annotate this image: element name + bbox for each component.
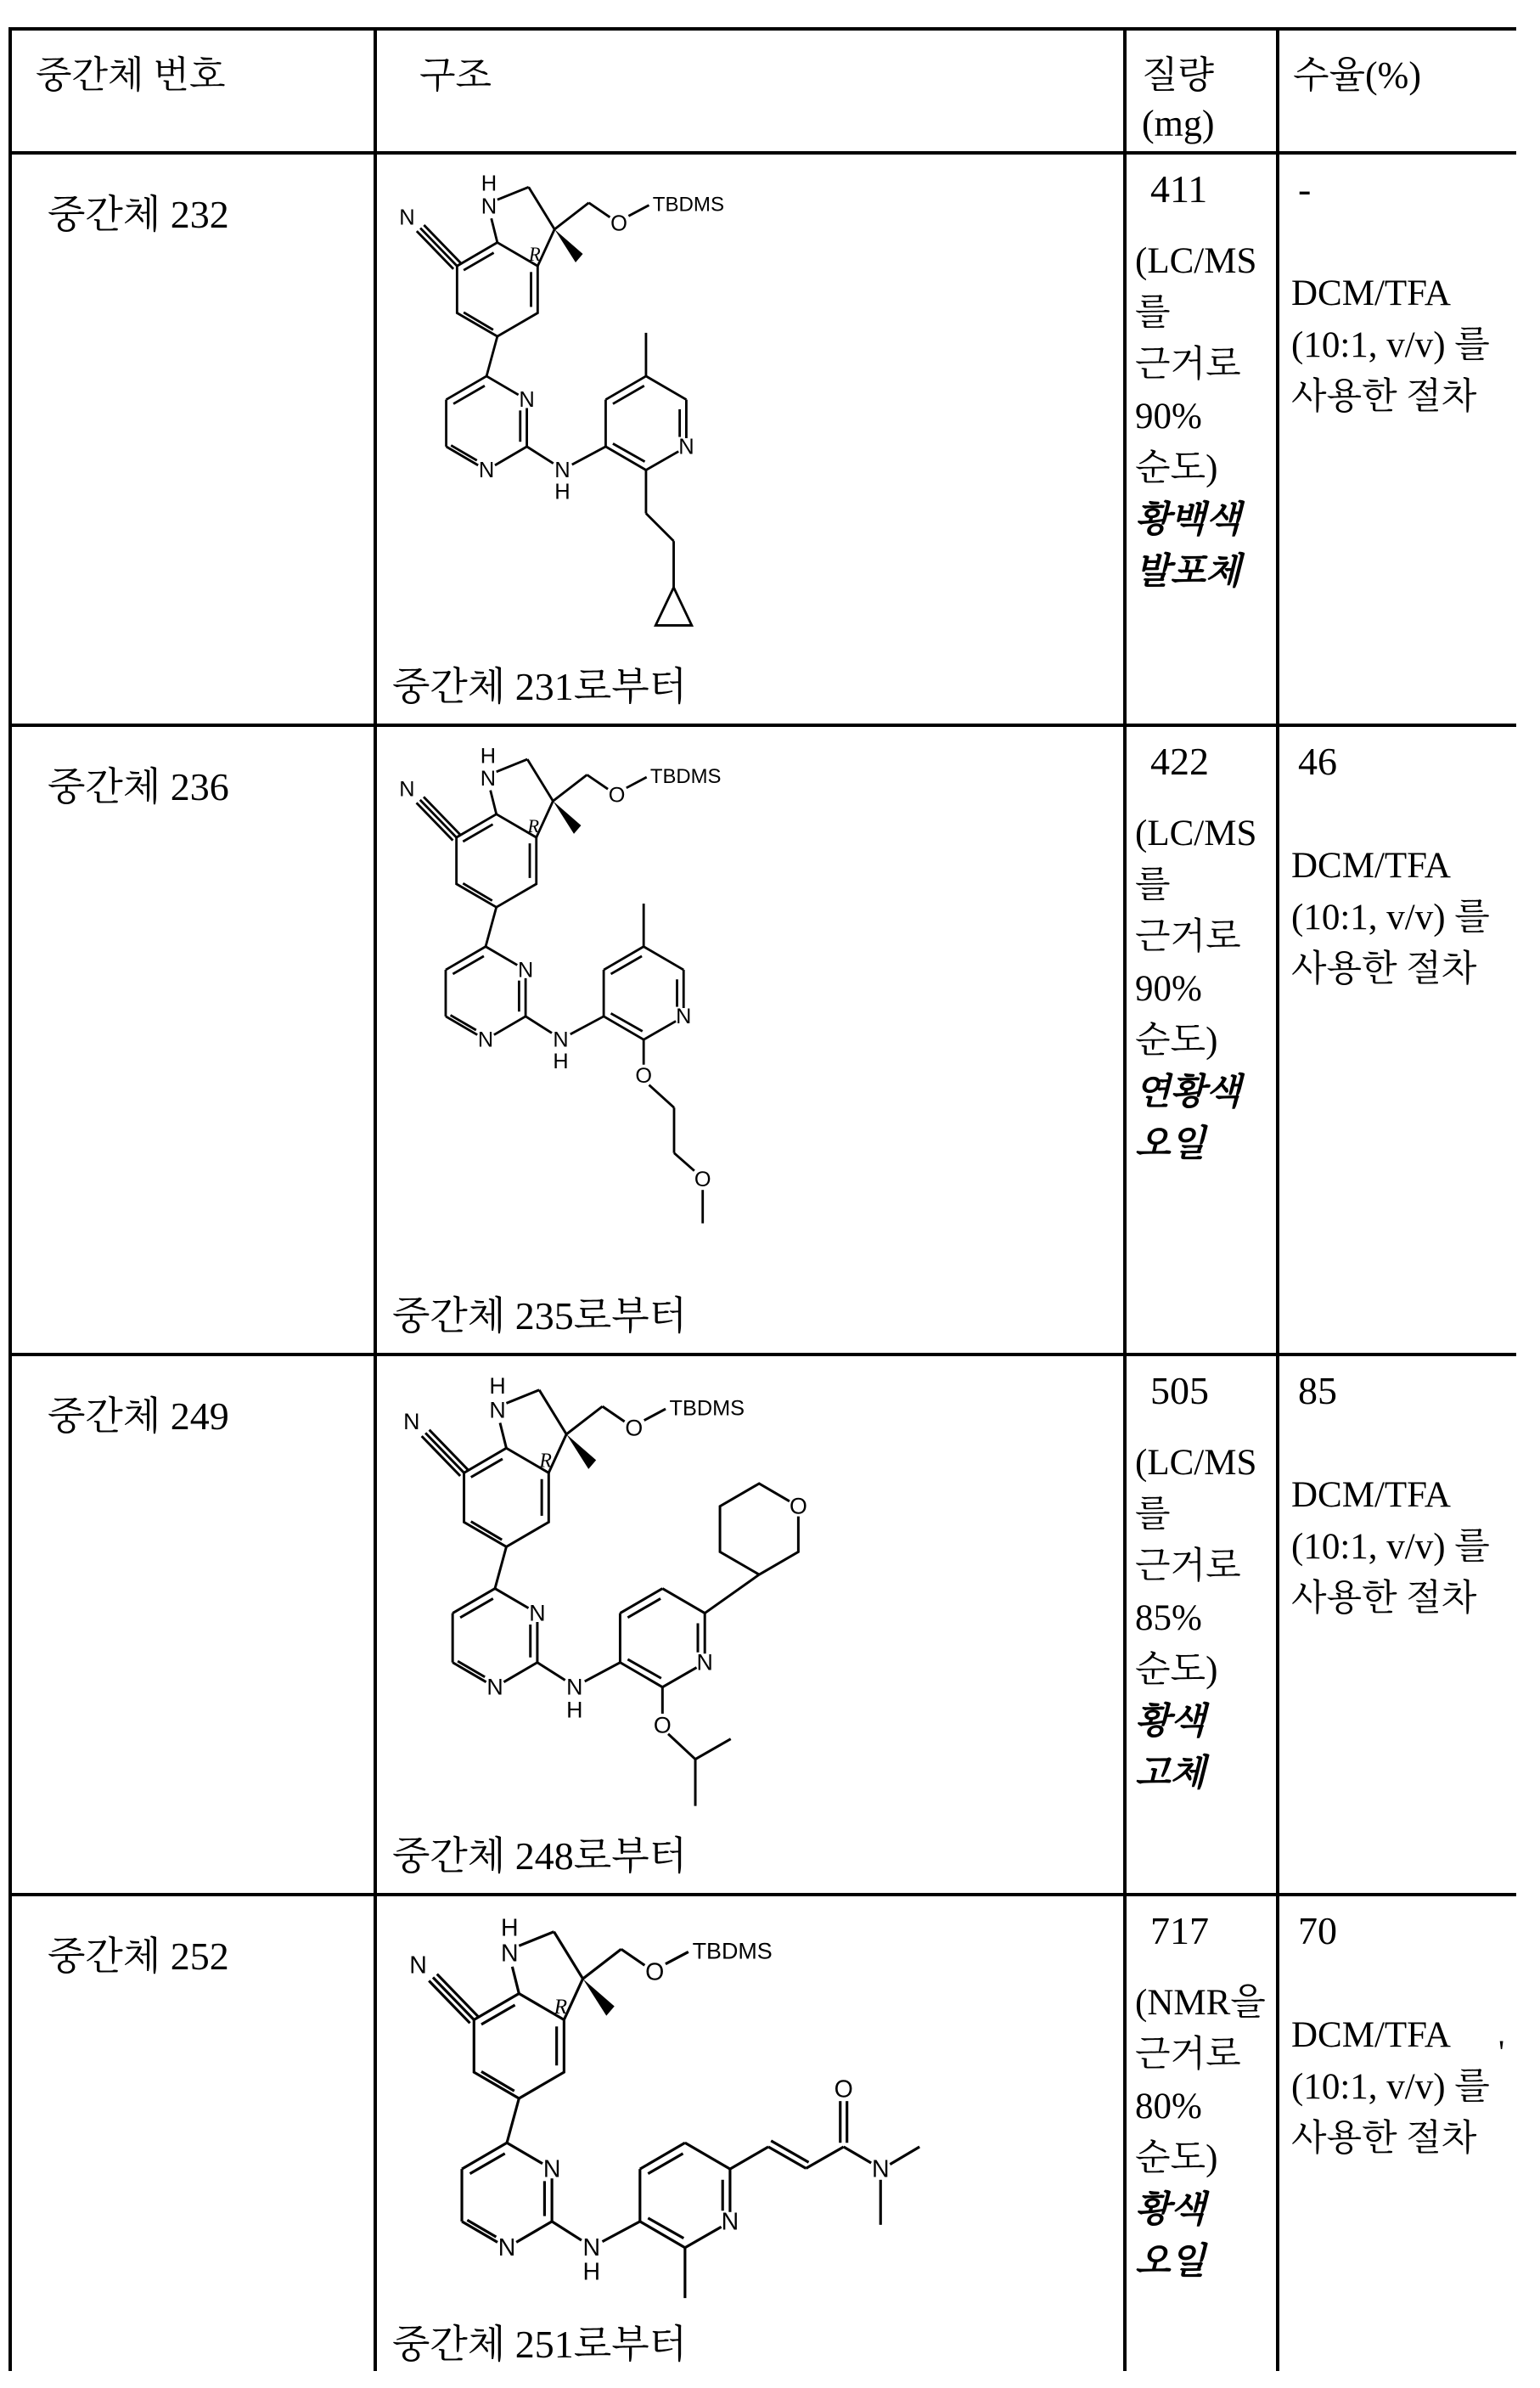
carbonyl-oxygen-label: O (834, 2075, 853, 2104)
header-intermediate-no: 중간체 번호 (12, 31, 374, 151)
structure-drawing-252 (389, 1905, 945, 2308)
structure-caption: 중간체 235로부터 (392, 1294, 688, 1338)
row-252-intermediate-no: 중간체 252 (12, 1896, 374, 2381)
amide-nitrogen-label: N (871, 2155, 890, 2183)
row-249-structure-cell (377, 1356, 1123, 1893)
isopropoxy-oxygen-label: O (653, 1712, 672, 1738)
structure-caption: 중간체 248로부터 (392, 1834, 688, 1878)
row-232-mass-cell (1127, 155, 1276, 724)
yield-value: - (1298, 167, 1312, 211)
methoxyethoxy-chain (644, 1039, 703, 1223)
row-236-yield-cell (1279, 727, 1523, 1353)
stray-scan-mark: ' (1498, 2033, 1505, 2071)
header-yield: 수율(%) (1279, 31, 1523, 151)
row-249-mass-cell (1127, 1356, 1276, 1893)
thp-oxygen-label: O (789, 1493, 807, 1519)
patent-intermediate-table (8, 27, 1516, 2371)
isopropoxy-group (662, 1687, 730, 1806)
structure-caption: 중간체 231로부터 (392, 665, 688, 708)
procedure-text: DCM/TFA (10:1, v/v) 를 사용한 절차 (1291, 273, 1490, 418)
procedure-text: DCM/TFA (10:1, v/v) 를 사용한 절차 (1291, 1475, 1490, 1619)
header-mass: 질량 (mg) (1127, 31, 1276, 151)
row-232-intermediate-no: 중간체 232 (12, 155, 374, 724)
yield-value: 70 (1298, 1909, 1337, 1952)
header-structure: 구조 (377, 31, 1123, 151)
row-252-structure-cell (377, 1896, 1123, 2381)
structure-drawing-236 (389, 735, 759, 1236)
appearance-text: 황백색 발포체 (1135, 500, 1241, 593)
procedure-text: DCM/TFA (10:1, v/v) 를 사용한 절차 (1291, 2015, 1490, 2160)
row-249-intermediate-no: 중간체 249 (12, 1356, 374, 1893)
mass-value: 717 (1150, 1909, 1209, 1952)
dimethylacrylamide-group (730, 2101, 919, 2225)
tetrahydropyran-ring (705, 1484, 798, 1614)
cyclopropylethyl-chain (646, 470, 692, 626)
mass-value: 505 (1150, 1369, 1209, 1412)
alkoxy-oxygen-label: O (635, 1063, 653, 1088)
methoxy-oxygen-label: O (694, 1168, 711, 1191)
appearance-text: 황색 오일 (1135, 2190, 1206, 2283)
appearance-text: 연황색 오일 (1135, 1073, 1241, 1165)
row-236-structure-cell (377, 727, 1123, 1353)
structure-caption: 중간체 251로부터 (392, 2323, 688, 2366)
appearance-text: 황색 고체 (1135, 1702, 1206, 1794)
purity-note: (LC/MS 를 근거로 85% 순도) (1135, 1443, 1257, 1691)
row-252-yield-cell (1279, 1896, 1523, 2381)
procedure-text: DCM/TFA (10:1, v/v) 를 사용한 절차 (1291, 846, 1490, 990)
structure-drawing-232 (389, 163, 762, 639)
row-249-yield-cell (1279, 1356, 1523, 1893)
purity-note: (LC/MS 를 근거로 90% 순도) (1135, 241, 1257, 489)
mass-value: 422 (1150, 740, 1209, 783)
mass-value: 411 (1150, 167, 1208, 211)
row-232-structure-cell (377, 155, 1123, 724)
row-236-mass-cell (1127, 727, 1276, 1353)
row-236-intermediate-no: 중간체 236 (12, 727, 374, 1353)
row-232-yield-cell (1279, 155, 1523, 724)
row-252-mass-cell (1127, 1896, 1276, 2381)
yield-value: 85 (1298, 1369, 1337, 1412)
purity-note: (LC/MS 를 근거로 90% 순도) (1135, 814, 1257, 1062)
yield-value: 46 (1298, 740, 1337, 783)
purity-note: (NMR을 근거로 80% 순도) (1135, 1983, 1266, 2179)
structure-drawing-249 (389, 1365, 839, 1820)
